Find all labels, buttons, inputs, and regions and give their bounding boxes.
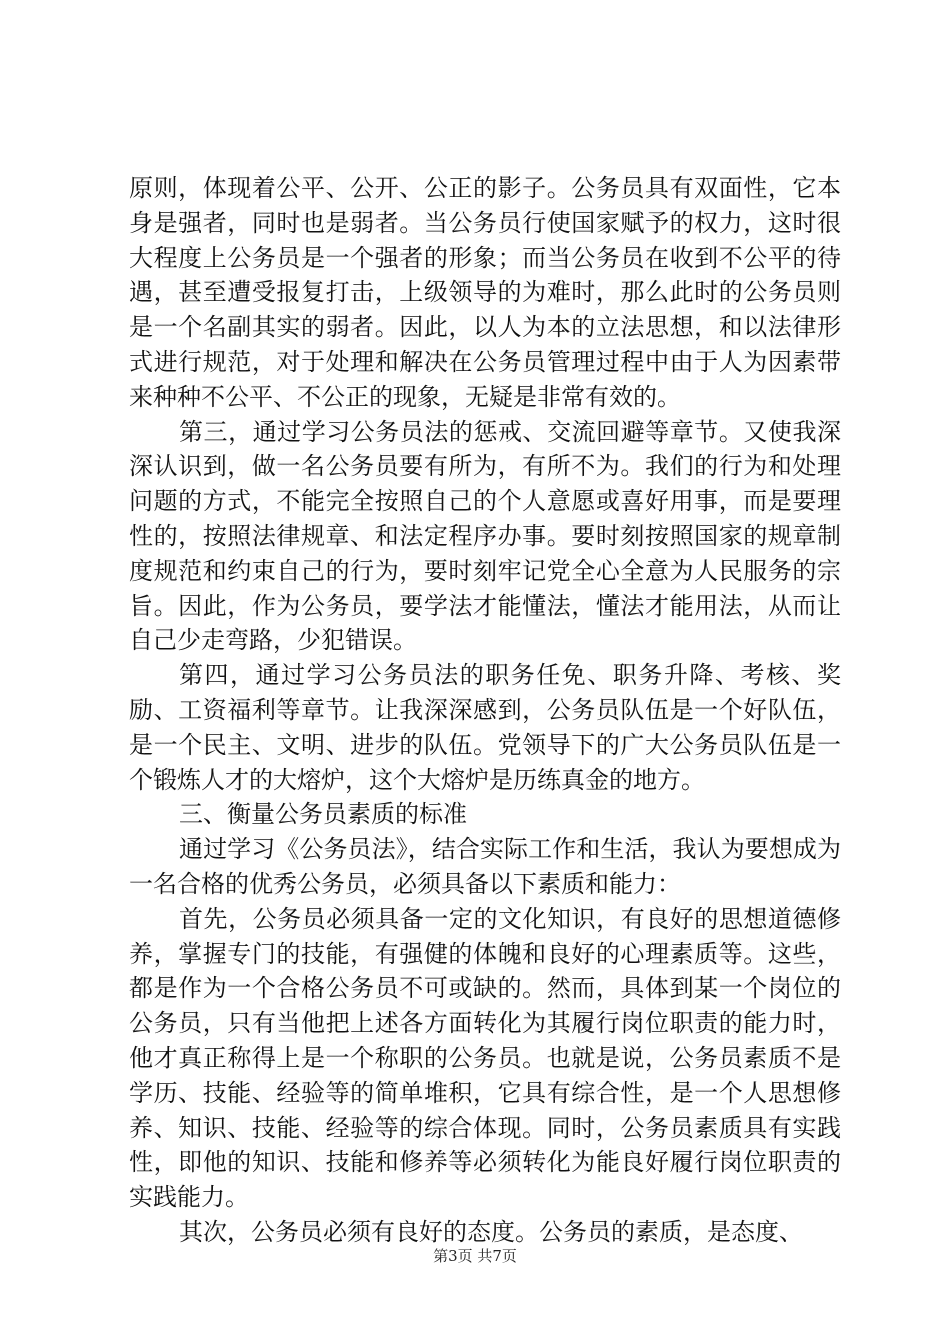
section-heading: 三、衡量公务员素质的标准 xyxy=(179,800,467,829)
paragraph-7: 其次，公务员必须有良好的态度。公务员的素质，是态度、 xyxy=(179,1217,803,1246)
page-footer: 第3页 共7页 xyxy=(433,1247,517,1265)
paragraph-2: 第三，通过学习公务员法的惩戒、交流回避等章节。又使我深深认识到，做一名公务员要有所为，有所不为。我们的行为和处理问题的方式，不能完全按照自己的个人意愿或喜好用事，而是要理性的，按照法律规章、和法定程序办事。要时刻按照国家的规章制度规范和约束自己的行为，要时刻牢记党全心全意为人民服务的宗旨。因此，作为公务员，要学法才能懂法，懂法才能用法，从而让自己少走弯路，少犯错误。 xyxy=(129,417,841,655)
paragraph-3: 第四，通过学习公务员法的职务任免、职务升降、考核、奖励、工资福利等章节。让我深深感到，公务员队伍是一个好队伍，是一个民主、文明、进步的队伍。党领导下的广大公务员队伍是一个锻炼人才的大熔炉，这个大熔炉是历练真金的地方。 xyxy=(129,661,841,794)
paragraph-1: 原则，体现着公平、公开、公正的影子。公务员具有双面性，它本身是强者，同时也是弱者。当公务员行使国家赋予的权力，这时很大程度上公务员是一个强者的形象；而当公务员在收到不公平的待遇，甚至遭受报复打击，上级领导的为难时，那么此时的公务员则是一个名副其实的弱者。因此，以人为本的立法思想，和以法律形式进行规范，对于处理和解决在公务员管理过程中由于人为因素带来种种不公平、不公正的现象，无疑是非常有效的。 xyxy=(129,174,841,411)
paragraph-6: 首先，公务员必须具备一定的文化知识，有良好的思想道德修养，掌握专门的技能，有强健的体魄和良好的心理素质等。这些，都是作为一个合格公务员不可或缺的。然而，具体到某一个岗位的公务员，只有当他把上述各方面转化为其履行岗位职责的能力时，他才真正称得上是一个称职的公务员。也就是说，公务员素质不是学历、技能、经验等的简单堆积，它具有综合性，是一个人思想修养、知识、技能、经验等的综合体现。同时，公务员素质具有实践性，即他的知识、技能和修养等必须转化为能良好履行岗位职责的实践能力。 xyxy=(129,904,841,1212)
paragraph-5: 通过学习《公务员法》，结合实际工作和生活，我认为要想成为一名合格的优秀公务员，必须具备以下素质和能力： xyxy=(129,835,841,898)
body-text xyxy=(129,171,841,1250)
